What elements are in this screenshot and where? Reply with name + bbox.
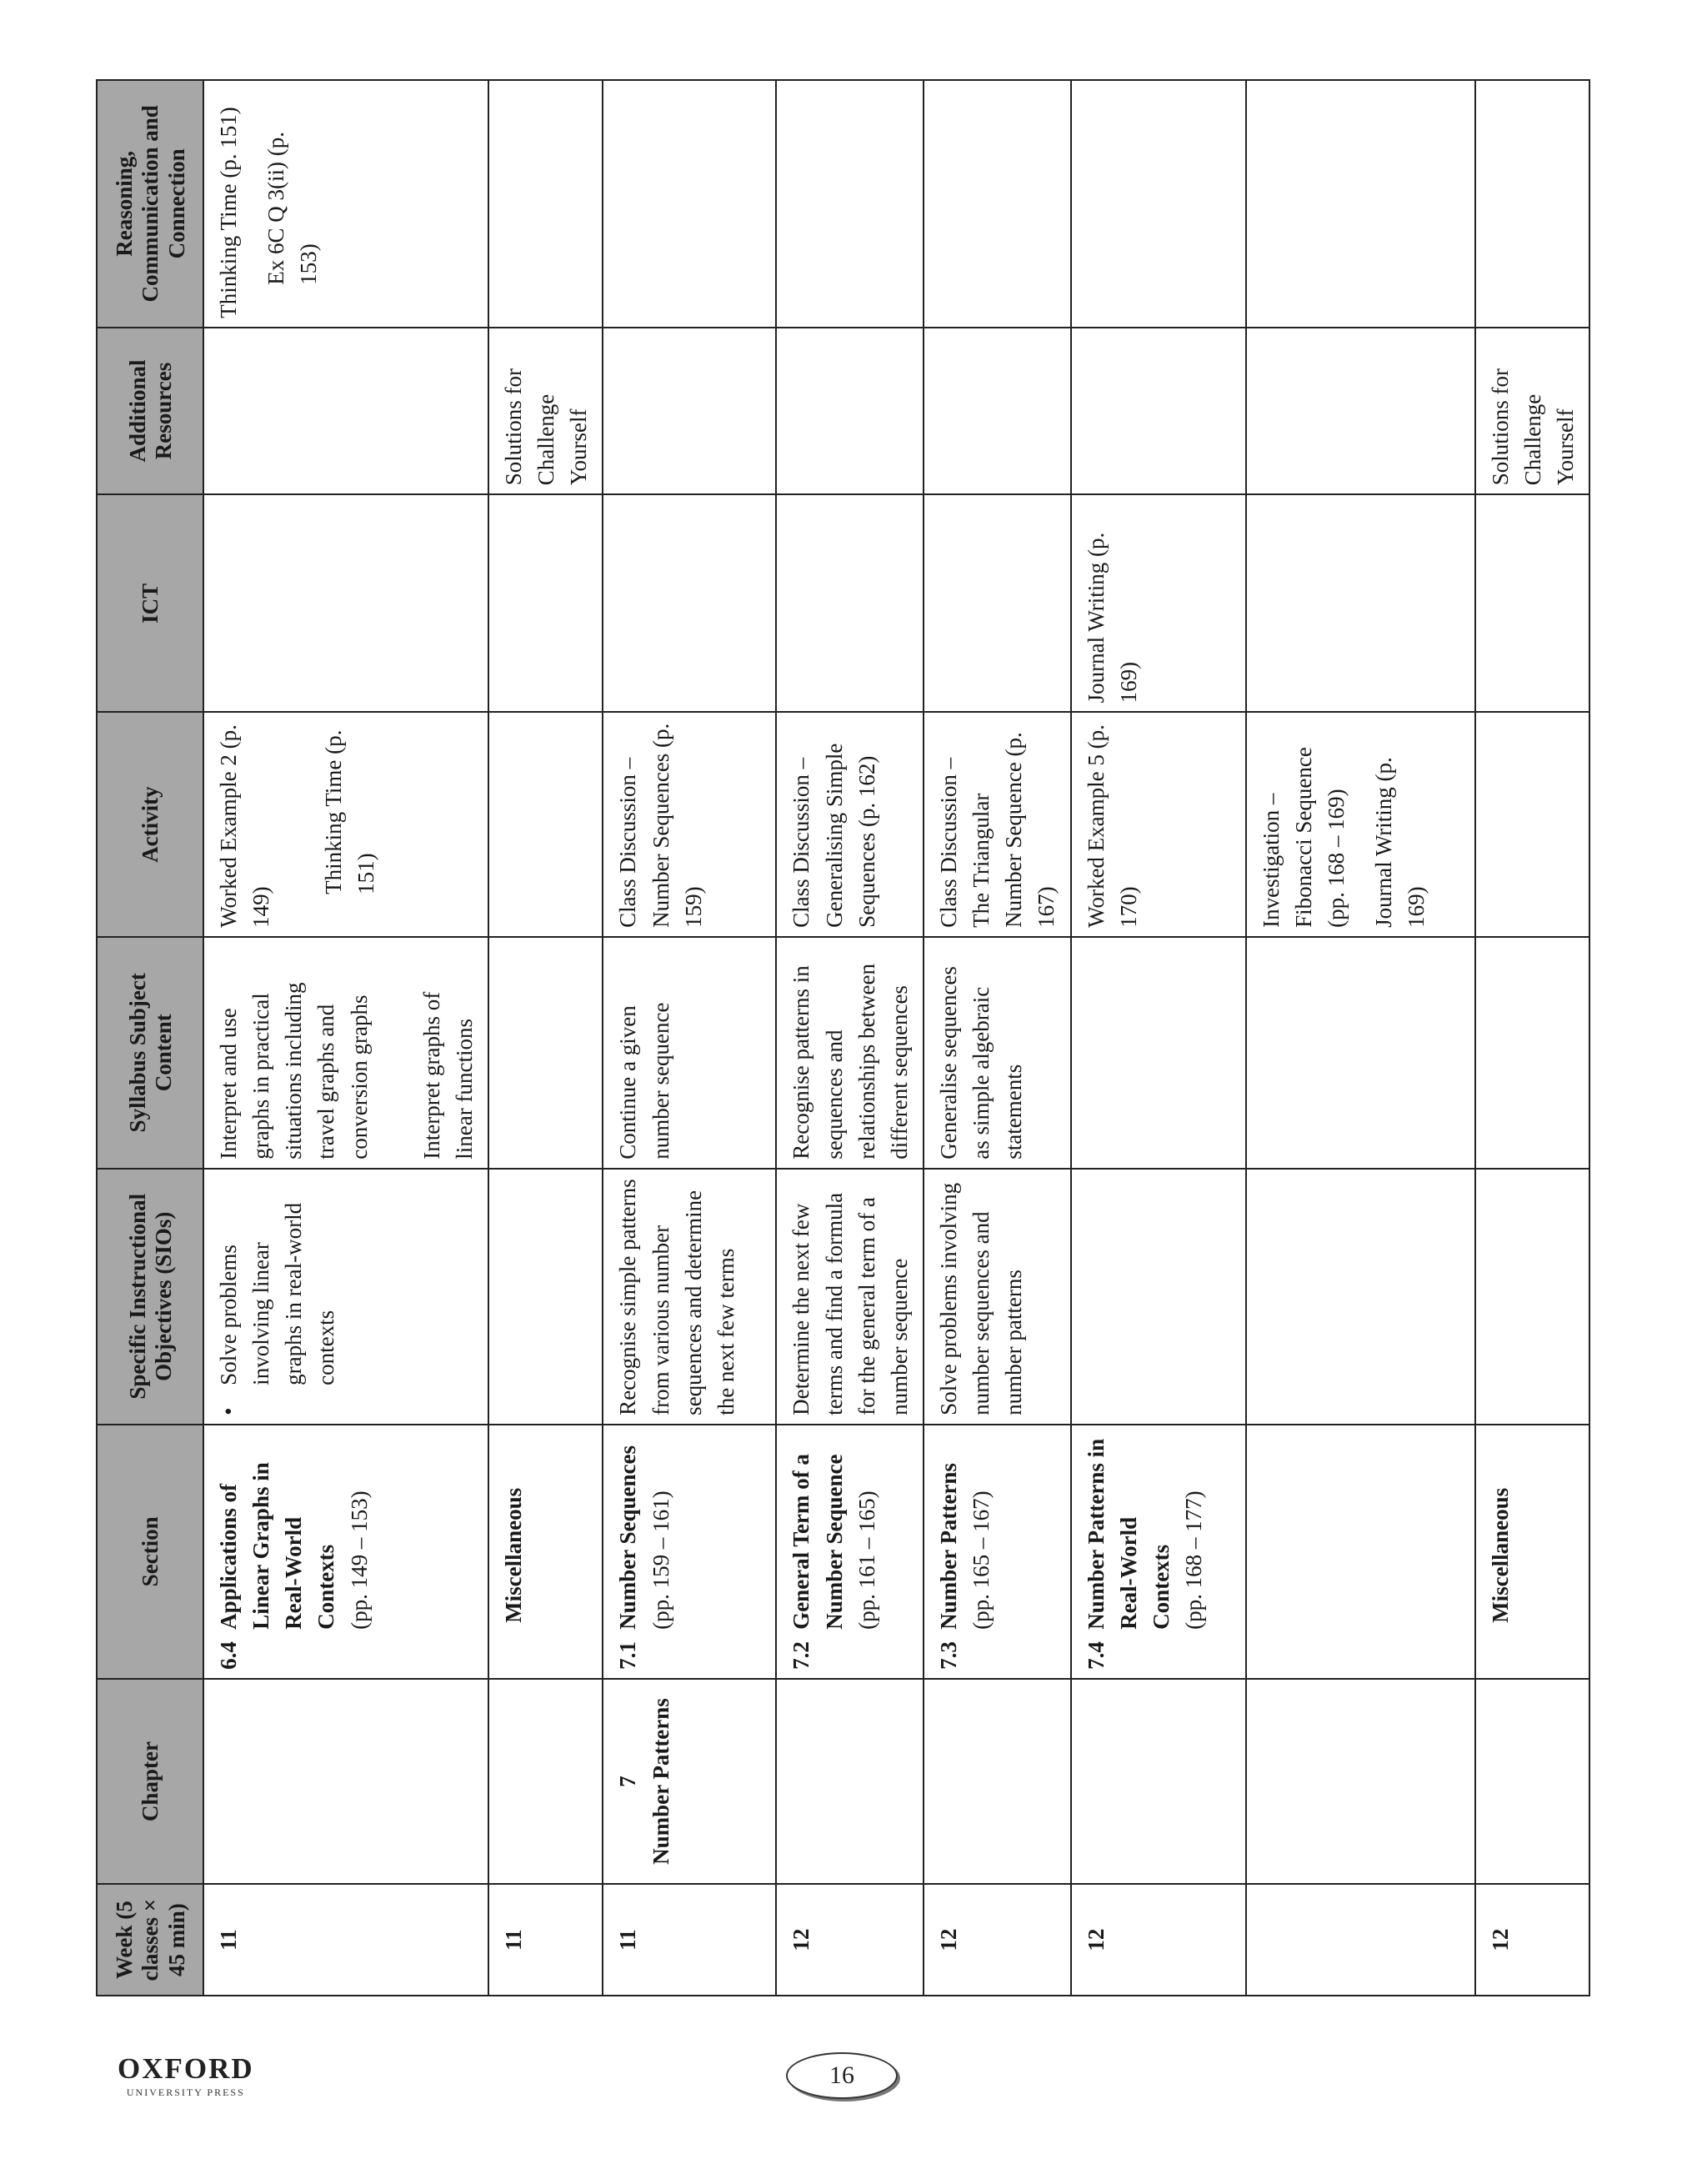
reasoning-cell bbox=[488, 80, 603, 328]
resources-cell bbox=[488, 328, 603, 495]
chapter-cell bbox=[924, 1679, 1071, 1885]
header-syllabus: Syllabus Subject Content bbox=[97, 937, 203, 1169]
header-resources: Additional Resources bbox=[97, 328, 203, 495]
section-number: 7.2 bbox=[788, 1641, 814, 1670]
activity-cell bbox=[603, 712, 776, 936]
sio-text: Determine the next few terms and find a formula for the general term of a number sequence bbox=[788, 1192, 912, 1415]
scheme-of-work-table-rotated bbox=[96, 79, 1578, 1996]
section-cell bbox=[924, 1425, 1071, 1679]
section-title: Miscellaneous bbox=[500, 1487, 526, 1623]
section-cell bbox=[203, 1425, 488, 1679]
syllabus-cell bbox=[1246, 937, 1475, 1169]
publisher-subtitle: UNIVERSITY PRESS bbox=[126, 2086, 245, 2098]
reasoning-text: Ex 6C Q 3(ii) (p. 153) bbox=[263, 131, 322, 285]
ict-cell bbox=[1071, 494, 1246, 712]
syllabus-text: Generalise sequences as simple algebraic statements bbox=[935, 966, 1027, 1160]
syllabus-cell bbox=[203, 937, 488, 1169]
table-row bbox=[1246, 80, 1475, 1996]
section-pages: (pp. 149 – 153) bbox=[346, 1490, 372, 1630]
syllabus-cell bbox=[1071, 937, 1246, 1169]
week-cell: 12 bbox=[776, 1884, 924, 1996]
table-row bbox=[1475, 80, 1589, 1996]
header-week: Week (5 classes × 45 min) bbox=[97, 1884, 203, 1996]
activity-text: Worked Example 2 (p. 149) bbox=[216, 724, 274, 928]
resources-cell bbox=[603, 328, 776, 495]
activity-text: Worked Example 5 (p. 170) bbox=[1083, 724, 1141, 928]
sio-cell bbox=[203, 1169, 488, 1425]
bullet-icon: • bbox=[216, 1407, 241, 1415]
sio-text: Solve problems involving linear graphs in real-world contexts bbox=[216, 1202, 339, 1385]
activity-text: Class Discussion – Generalising Simple Sequences (p. 162) bbox=[788, 743, 879, 928]
section-pages: (pp. 168 – 177) bbox=[1180, 1490, 1206, 1630]
resources-cell bbox=[1071, 328, 1246, 495]
week-cell bbox=[1246, 1884, 1475, 1996]
chapter-cell bbox=[603, 1679, 776, 1885]
week-cell: 12 bbox=[1071, 1884, 1246, 1996]
activity-cell bbox=[1246, 712, 1475, 936]
section-number: 6.4 bbox=[216, 1641, 241, 1670]
syllabus-text: Interpret and use graphs in practical situations including travel graphs and conversion graphs bbox=[216, 982, 372, 1160]
syllabus-cell bbox=[924, 937, 1071, 1169]
chapter-cell bbox=[1071, 1679, 1246, 1885]
resources-text: Solutions for Challenge Yourself bbox=[1487, 368, 1578, 486]
activity-cell bbox=[488, 712, 603, 936]
section-title: Applications of Linear Graphs in Real-World Contexts bbox=[216, 1462, 339, 1630]
sio-text: Recognise simple patterns from various number sequences and determine the next few terms bbox=[615, 1179, 738, 1415]
week-cell: 11 bbox=[603, 1884, 776, 1996]
section-cell bbox=[1071, 1425, 1246, 1679]
table-row bbox=[1071, 80, 1246, 1996]
syllabus-cell bbox=[488, 937, 603, 1169]
syllabus-cell bbox=[1475, 937, 1589, 1169]
ict-cell bbox=[1475, 494, 1589, 712]
week-cell: 11 bbox=[488, 1884, 603, 1996]
activity-text: Thinking Time (p. 151) bbox=[321, 729, 379, 894]
resources-text: Solutions for Challenge Yourself bbox=[500, 368, 592, 486]
section-cell bbox=[1475, 1425, 1589, 1679]
resources-cell bbox=[1246, 328, 1475, 495]
chapter-title: Number Patterns bbox=[648, 1698, 673, 1865]
syllabus-cell bbox=[776, 937, 924, 1169]
reasoning-cell bbox=[776, 80, 924, 328]
week-cell: 12 bbox=[924, 1884, 1071, 1996]
ict-text: Journal Writing (p. 169) bbox=[1083, 532, 1141, 704]
table-row bbox=[488, 80, 603, 1996]
table-row bbox=[776, 80, 924, 1996]
sio-cell bbox=[924, 1169, 1071, 1425]
section-title: Number Patterns bbox=[935, 1463, 961, 1630]
chapter-cell bbox=[488, 1679, 603, 1885]
ict-cell bbox=[603, 494, 776, 712]
section-title: General Term of a Number Sequence bbox=[788, 1454, 847, 1630]
section-cell bbox=[488, 1425, 603, 1679]
sio-cell bbox=[603, 1169, 776, 1425]
sio-cell bbox=[776, 1169, 924, 1425]
reasoning-text: Thinking Time (p. 151) bbox=[216, 107, 241, 318]
header-section: Section bbox=[97, 1425, 203, 1679]
resources-cell bbox=[203, 328, 488, 495]
sio-cell bbox=[1246, 1169, 1475, 1425]
publisher-name: OXFORD bbox=[118, 2052, 254, 2085]
syllabus-text: Interpret graphs of linear functions bbox=[418, 991, 477, 1160]
sio-cell bbox=[1071, 1169, 1246, 1425]
section-pages: (pp. 161 – 165) bbox=[854, 1490, 879, 1630]
ict-cell bbox=[488, 494, 603, 712]
reasoning-cell bbox=[924, 80, 1071, 328]
activity-cell bbox=[203, 712, 488, 936]
week-cell: 12 bbox=[1475, 1884, 1589, 1996]
header-chapter: Chapter bbox=[97, 1679, 203, 1885]
reasoning-cell bbox=[1475, 80, 1589, 328]
section-pages: (pp. 165 – 167) bbox=[969, 1490, 994, 1630]
header-row bbox=[97, 80, 203, 1996]
table-row bbox=[203, 80, 488, 1996]
sio-cell bbox=[1475, 1169, 1589, 1425]
ict-cell bbox=[776, 494, 924, 712]
chapter-cell bbox=[203, 1679, 488, 1885]
section-number: 7.3 bbox=[935, 1641, 961, 1670]
activity-cell bbox=[924, 712, 1071, 936]
table-row bbox=[603, 80, 776, 1996]
activity-cell bbox=[1475, 712, 1589, 936]
chapter-cell bbox=[776, 1679, 924, 1885]
header-reasoning: Reasoning, Communication and Connection bbox=[97, 80, 203, 328]
activity-text: Journal Writing (p. 169) bbox=[1370, 757, 1429, 928]
activity-text: Class Discussion – The Triangular Number Sequence (p. 167) bbox=[935, 732, 1059, 928]
week-cell: 11 bbox=[203, 1884, 488, 1996]
header-sio: Specific Instructional Objectives (SIOs) bbox=[97, 1169, 203, 1425]
section-cell bbox=[776, 1425, 924, 1679]
activity-text: Investigation – Fibonacci Sequence (pp. 168 – 169) bbox=[1258, 747, 1349, 928]
section-cell bbox=[1246, 1425, 1475, 1679]
reasoning-cell bbox=[1246, 80, 1475, 328]
resources-cell bbox=[1475, 328, 1589, 495]
ict-cell bbox=[1246, 494, 1475, 712]
syllabus-text: Continue a given number sequence bbox=[615, 1002, 673, 1160]
resources-cell bbox=[924, 328, 1071, 495]
chapter-cell bbox=[1475, 1679, 1589, 1885]
section-pages: (pp. 159 – 161) bbox=[648, 1490, 673, 1630]
section-number: 7.1 bbox=[615, 1641, 641, 1670]
scheme-of-work-table bbox=[96, 79, 1590, 1996]
publisher-logo bbox=[118, 2054, 254, 2099]
syllabus-cell bbox=[603, 937, 776, 1169]
header-activity: Activity bbox=[97, 712, 203, 936]
activity-cell bbox=[776, 712, 924, 936]
reasoning-cell bbox=[603, 80, 776, 328]
activity-cell bbox=[1071, 712, 1246, 936]
ict-cell bbox=[203, 494, 488, 712]
page-number: 16 bbox=[786, 2052, 898, 2099]
sio-cell bbox=[488, 1169, 603, 1425]
section-title: Miscellaneous bbox=[1487, 1487, 1513, 1623]
activity-text: Class Discussion – Number Sequences (p. 159) bbox=[615, 723, 706, 928]
resources-cell bbox=[776, 328, 924, 495]
reasoning-cell bbox=[203, 80, 488, 328]
section-title: Number Patterns in Real-World Contexts bbox=[1083, 1438, 1174, 1630]
section-cell bbox=[603, 1425, 776, 1679]
reasoning-cell bbox=[1071, 80, 1246, 328]
ict-cell bbox=[924, 494, 1071, 712]
section-title: Number Sequences bbox=[615, 1445, 641, 1630]
header-ict: ICT bbox=[97, 494, 203, 712]
section-number: 7.4 bbox=[1083, 1641, 1109, 1670]
sio-text: Solve problems involving number sequences and number patterns bbox=[935, 1182, 1027, 1415]
chapter-cell bbox=[1246, 1679, 1475, 1885]
syllabus-text: Recognise patterns in sequences and relationships between different sequences bbox=[788, 964, 912, 1160]
table-row bbox=[924, 80, 1071, 1996]
chapter-number: 7 bbox=[615, 1776, 641, 1787]
